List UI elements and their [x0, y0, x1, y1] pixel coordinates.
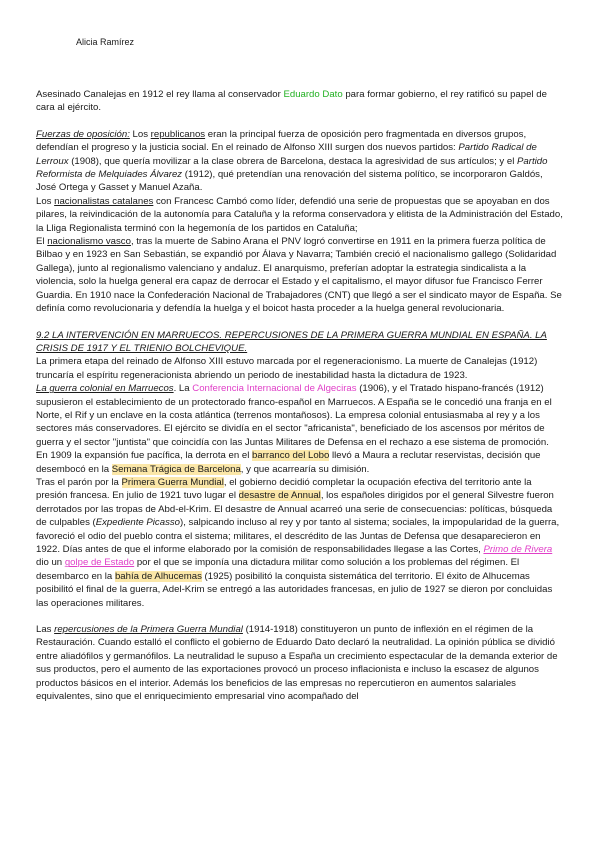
highlight-semana-tragica: Semana Trágica de Barcelona — [111, 463, 241, 475]
link-eduardo-dato: Eduardo Dato — [283, 89, 343, 100]
link-conferencia-algeciras: Conferencia Internacional de Algeciras — [192, 383, 357, 395]
paragraph-vasco: El nacionalismo vasco, tras la muerte de Sabino Arana el PNV logró convertirse en 1911 en la primera fuerza política de Bilbao y en 1923 en San Sebastián, se expandió por Álava y Navarra; También creció el nacionalismo gallego (Solidaridad Gallega), junto al regionalismo valenciano y andaluz. El anarquismo, preferían adoptar la estrategia sindicalista a la violencia, solo la huelga general era capaz de derrocar el Estado y el capitalismo, el mayor difusor fue Francisco Ferrer Guardia. En 1910 nace la Confederación Nacional de Trabajadores (CNT) que llegó a ser el sindicato mayor de España. Se definía como revolucionaria y defendía la huelga y el boicot hasta proceder a la huelga general revolucionaria. — [36, 236, 562, 315]
label-fuerzas-oposicion: Fuerzas de oposición: — [36, 128, 130, 140]
section-heading: 9.2 LA INTERVENCIÓN EN MARRUECOS. REPERCUSIONES DE LA PRIMERA GUERRA MUNDIAL EN ESPAÑA. LA CRISIS DE 1917 Y EL TRIENIO BOLCHEVIQUE. — [36, 329, 547, 354]
highlight-primera-guerra-mundial: Primera Guerra Mundial — [121, 476, 224, 488]
paragraph-canalejas: Asesinado Canalejas en 1912 el rey llama al conservador Eduardo Dato para formar gobierno, el rey ratificó su papel de cara al ejército. — [36, 89, 547, 114]
link-primo-de-rivera: Primo de Rivera — [483, 544, 553, 555]
author-name: Alicia Ramírez — [76, 37, 135, 47]
term-expediente-picasso: Expediente Picasso — [95, 517, 180, 529]
paragraph-1909: En 1909 la expansión fue pacífica, la derrota en el barranco del Lobo llevó a Maura a reclutar reservistas, decisión que desembocó en la Semana Trágica de Barcelona, y que acarrearía su dimisión. — [36, 450, 541, 475]
term-nacionalistas-catalanes: nacionalistas catalanes — [54, 195, 154, 207]
term-partido-radical: Partido Radical de Lerroux — [36, 142, 537, 167]
link-golpe-de-estado: golpe de Estado — [64, 557, 135, 569]
paragraph-marruecos: La guerra colonial en Marruecos. La Conferencia Internacional de Algeciras (1906), y el Tratado hispano-francés (1912) supusieron el establecimiento de un protectorado franco-español en Marruecos. A España se le concedió una franja en el Norte, el Rif y un enclave en la costa atlántica (terrenos montañosos). La empresa colonial entusiasmaba al rey y a los sectores más conservadores. El ejército se dividía en el sector "africanista", beneficiado de los ascensos por méritos de guerra y el sector "juntista" que coincidía con las Juntas Militares de Defensa en el rechazo a ese sistema de promoción. — [36, 383, 552, 448]
term-republicanos: republicanos — [150, 128, 206, 140]
term-partido-reformista: Partido Reformista de Melquiades Álvarez — [36, 155, 548, 181]
term-nacionalismo-vasco: nacionalismo vasco — [47, 236, 131, 248]
paragraph-catalanes: Los nacionalistas catalanes con Francesc Cambó como líder, defendió una serie de propuestas que se apoyaban en dos pilares, la reivindicación de la autonomía para Cataluña y la reforma conservadora y elitista de la Administración del Estado, la Lliga Regionalista terminó con la hegemonía de los partidos en Cataluña; — [36, 195, 563, 234]
term-repercusiones-pgm: repercusiones de la Primera Guerra Mundial — [54, 624, 243, 636]
paragraph-annual: Tras el parón por la Primera Guerra Mundial, el gobierno decidió completar la ocupación efectiva del territorio ante la presión francesa. En julio de 1921 tuvo lugar el desastre de Annual, los españoles dirigidos por el general Silvestre fueron derrotados por las tropas de Abd-el-Krim. El desastre de Annual acarreó una serie de consecuencias: políticas, búsqueda de culpables (Expediente Picasso), salpicando incluso al rey y por tanto al sistema; sociales, la impopularidad de la guerra, favoreció el odio del pueblo contra el sistema; militares, el descrédito de las Juntas de Defensa que desaparecieron en 1922. Días antes de que el informe elaborado por la comisión de responsabilidades llegase a las Cortes, Primo de Rivera dio un golpe de Estado por el que se imponía una dictadura militar como solución a los problemas del régimen. El desembarco en la bahía de Alhucemas (1925) posibilitó la conquista sistemática del territorio. El éxito de Alhucemas posibilitó el final de la guerra, Adel-Krim se entregó a las autoridades francesas, en julio de 1927 se dieron por concluidas las operaciones militares. — [36, 476, 560, 609]
highlight-bahia-alhucemas: bahía de Alhucemas — [114, 570, 202, 582]
paragraph-regeneracionismo: La primera etapa del reinado de Alfonso XIII estuvo marcada por el regeneracionismo. La muerte de Canalejas (1912) truncaría el espíritu regeneracionista abriendo un periodo de inestabilidad hasta la dictadura de 1923. — [36, 356, 538, 381]
highlight-barranco-lobo: barranco del Lobo — [252, 450, 330, 462]
highlight-desastre-annual: desastre de Annual — [238, 490, 321, 502]
document-body — [36, 88, 564, 703]
paragraph-oposicion: Fuerzas de oposición: Los republicanos eran la principal fuerza de oposición pero fragmentada en diversos grupos, defendían el progreso y la justicia social. En el reinado de Alfonso XIII surgen dos nuevos partidos: Partido Radical de Lerroux (1908), que quería movilizar a la clase obrera de Barcelona, destaca la agresividad de sus artículos; y el Partido Reformista de Melquiades Álvarez (1912), qué pretendían una renovación del sistema político, se incorporaron Galdós, José Ortega y Gasset y Manuel Azaña. — [36, 128, 548, 194]
term-guerra-colonial: La guerra colonial en Marruecos — [36, 383, 174, 395]
paragraph-repercusiones: Las repercusiones de la Primera Guerra Mundial (1914-1918) constituyeron un punto de inflexión en el régimen de la Restauración. Cuando estalló el conflicto el gobierno de Eduardo Dato declaró la neutralidad. La opinión pública se dividió entre aliadófilos y germanófilos. La neutralidad le supuso a España un crecimiento espectacular de la demanda exterior de sus productos, pero el aumento de las exportaciones provocó un proceso inflacionista e incluso la escasez de algunos productos básicos en el interior. Además los beneficios de las empresas no repercutieron en aumentos salariales equivalentes, sino que el enriquecimiento empresarial vino acompañado del — [36, 624, 558, 703]
